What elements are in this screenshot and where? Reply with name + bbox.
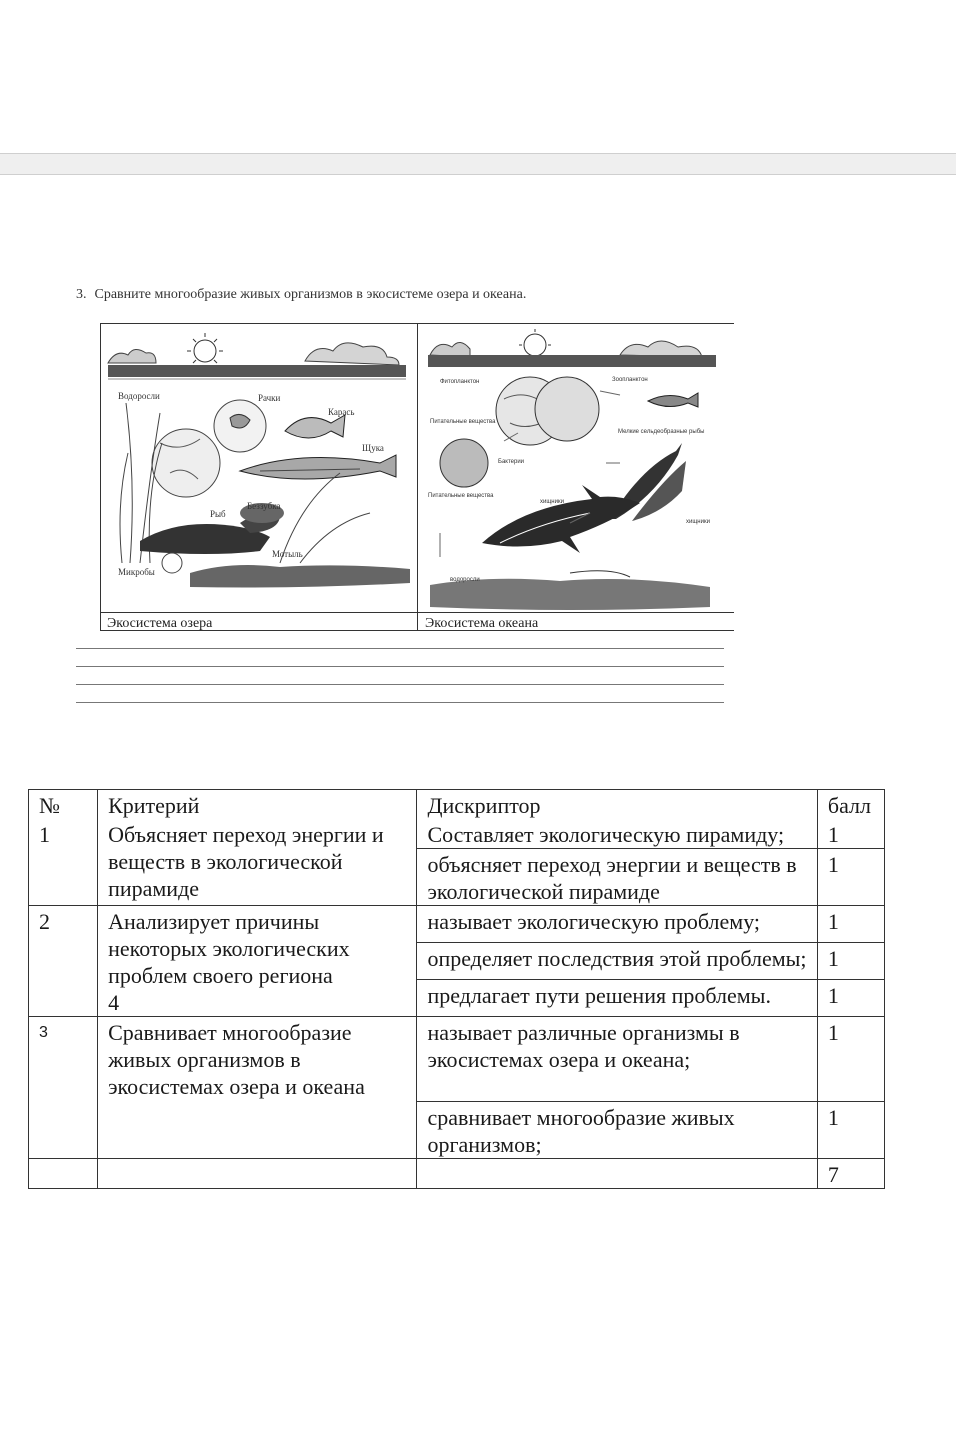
row-score: 1 <box>817 1102 884 1159</box>
label-nutrients-1: Питательные вещества <box>430 419 496 425</box>
row-score: 1 <box>817 849 884 906</box>
row-number-empty <box>29 1102 98 1159</box>
table-row <box>29 819 885 849</box>
label-zooplankton: Зоопланктон <box>612 377 648 383</box>
ecosystem-figure <box>100 323 734 631</box>
row-criterion <box>98 906 417 1017</box>
row-score: 1 <box>817 906 884 943</box>
row-score: 1 <box>817 1017 884 1102</box>
label-small-fish: Мелкие сельдеобразные рыбы <box>618 429 705 435</box>
row-score: 1 <box>817 819 884 849</box>
label-predators-2: хищники <box>686 519 710 525</box>
row-number: 1 <box>29 819 98 906</box>
label-pike: Щука <box>362 443 384 453</box>
row-descriptor: сравнивает многообразие живых организмов; <box>417 1102 817 1159</box>
label-bloodworm: Мотыль <box>272 549 303 559</box>
label-algae: Водоросли <box>118 391 160 401</box>
task-text: Сравните многообразие живых организмов в экосистеме озера и океана. <box>94 287 527 302</box>
task-heading <box>76 287 526 303</box>
lake-illustration <box>108 333 410 588</box>
label-microbes: Микробы <box>118 567 155 577</box>
criterion-text: Анализирует причины некоторых экологических проблем своего региона <box>108 909 350 988</box>
task-number: 3. <box>76 287 87 302</box>
row-score: 1 <box>817 980 884 1017</box>
total-empty-cell <box>29 1159 98 1189</box>
row-descriptor: называет экологическую проблему; <box>417 906 817 943</box>
row-descriptor: предлагает пути решения проблемы. <box>417 980 817 1017</box>
header-descriptor: Дискриптор <box>417 790 817 820</box>
total-score: 7 <box>817 1159 884 1189</box>
ocean-illustration <box>428 329 716 610</box>
answer-line[interactable] <box>76 666 724 667</box>
total-empty-cell <box>98 1159 417 1189</box>
table-row <box>29 906 885 943</box>
top-toolbar-strip <box>0 153 956 175</box>
label-bacteria: Бактерии <box>498 459 525 465</box>
header-score: балл <box>817 790 884 820</box>
row-descriptor: определяет последствия этой проблемы; <box>417 943 817 980</box>
criterion-extra: 4 <box>108 990 120 1015</box>
ocean-caption: Экосистема океана <box>425 616 539 631</box>
row-score: 1 <box>817 943 884 980</box>
table-row <box>29 1102 885 1159</box>
row-descriptor: называет различные организмы в экосистемах озера и океана; <box>417 1017 817 1102</box>
header-criterion: Критерий <box>98 790 417 820</box>
row-criterion: Объясняет переход энергии и веществ в экологической пирамиде <box>98 819 417 906</box>
row-descriptor: Составляет экологическую пирамиду; <box>417 819 817 849</box>
lake-caption: Экосистема озера <box>107 616 213 631</box>
label-fish: Рыб <box>210 509 226 519</box>
assessment-rubric-table <box>28 789 885 1189</box>
answer-line[interactable] <box>76 702 724 703</box>
label-phytoplankton: Фитопланктон <box>440 379 480 385</box>
label-crustaceans: Рачки <box>258 393 281 403</box>
row-number: 3 <box>29 1017 98 1102</box>
label-toothless: Беззубка <box>247 501 281 511</box>
row-number: 2 <box>29 906 98 1017</box>
table-row <box>29 1017 885 1102</box>
total-empty-cell <box>417 1159 817 1189</box>
label-predators-1: хищники <box>540 499 564 505</box>
row-criterion: Сравнивает многообразие живых организмов в экосистемах озера и океана <box>98 1017 417 1102</box>
label-nutrients-2: Питательные вещества <box>428 493 494 499</box>
header-number: № <box>29 790 98 820</box>
table-total-row <box>29 1159 885 1189</box>
row-criterion-empty <box>98 1102 417 1159</box>
label-ocean-algae: водоросли <box>450 577 480 583</box>
table-header-row <box>29 790 885 820</box>
label-crucian: Карась <box>328 407 355 417</box>
answer-line[interactable] <box>76 684 724 685</box>
answer-lines[interactable] <box>76 648 724 720</box>
answer-line[interactable] <box>76 648 724 649</box>
row-descriptor: объясняет переход энергии и веществ в экологической пирамиде <box>417 849 817 906</box>
